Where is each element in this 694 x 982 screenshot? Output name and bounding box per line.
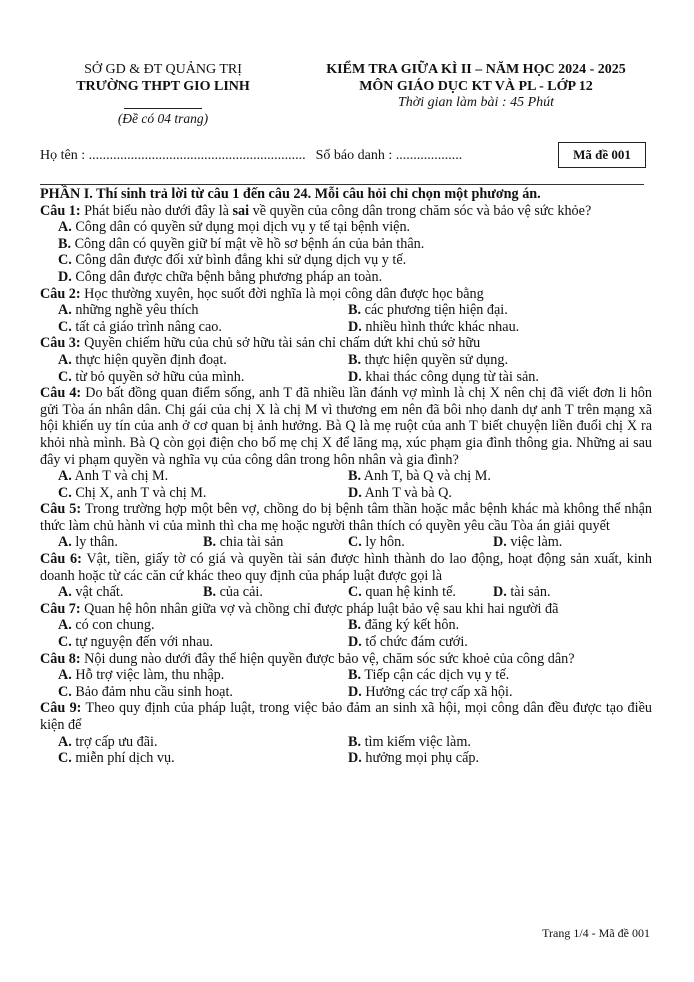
- question-text: Theo quy định của pháp luật, trong việc bảo đảm an sinh xã hội, mọi công dân đều được tạo điều kiện để: [40, 700, 652, 733]
- question-number: Câu 8:: [40, 650, 81, 667]
- question-text: Trong trường hợp một bên vợ, chồng do bị bệnh tâm thần hoặc mắc bệnh khác mà không thể nhận thức làm chủ hành vi của mình thì cha mẹ hoặc người thân thích có quyền yêu cầu Tòa án giải quyết: [40, 501, 652, 534]
- question-6: [40, 551, 652, 584]
- option-d: D. Anh T và bà Q.: [348, 484, 452, 501]
- option-c: C. từ bỏ quyền sở hữu của mình.: [58, 368, 245, 385]
- options-row: [58, 734, 652, 751]
- option-b: B. chia tài sản: [203, 534, 284, 551]
- question-number: Câu 9:: [40, 700, 82, 717]
- options-row: [58, 468, 652, 485]
- option-b: B. Anh T, bà Q và chị M.: [348, 468, 491, 485]
- options-row: [58, 302, 652, 319]
- exam-title: KIỂM TRA GIỮA KÌ II – NĂM HỌC 2024 - 2025: [326, 62, 626, 77]
- options-row: [58, 584, 652, 601]
- option-c: C. tự nguyện đến với nhau.: [58, 634, 214, 651]
- question-text: Quan hệ hôn nhân giữa vợ và chồng chỉ được pháp luật bảo vệ sau khi hai người đã: [84, 600, 559, 617]
- question-number: Câu 2:: [40, 285, 81, 302]
- option-d: D. Hưởng các trợ cấp xã hội.: [348, 683, 513, 700]
- question-9: [40, 700, 652, 733]
- question-7: [40, 601, 652, 618]
- question-1: [40, 203, 652, 220]
- question-number: Câu 7:: [40, 600, 81, 617]
- option-c: C. miễn phí dịch vụ.: [58, 750, 175, 767]
- header-divider: [124, 108, 202, 109]
- options-row: [58, 684, 652, 701]
- options-row: [58, 534, 652, 551]
- option-a: A. thực hiện quyền định đoạt.: [58, 351, 227, 368]
- option-d: D. nhiều hình thức khác nhau.: [348, 318, 520, 335]
- options-row: [58, 352, 652, 369]
- question-5: [40, 501, 652, 534]
- subject-title: MÔN GIÁO DỤC KT VÀ PL - LỚP 12: [359, 78, 593, 94]
- question-number: Câu 4:: [40, 385, 82, 402]
- options-row: [58, 369, 652, 386]
- option-b: B. các phương tiện hiện đại.: [348, 302, 508, 319]
- name-field: Họ tên : ..............................................................: [40, 148, 306, 163]
- page-footer: Trang 1/4 - Mã đề 001: [542, 926, 650, 940]
- question-text: về quyền của công dân trong chăm sóc và bảo vệ sức khỏe?: [249, 202, 592, 219]
- option-c: C. tất cả giáo trình nâng cao.: [58, 318, 222, 335]
- pages-note: (Đề có 04 trang): [117, 111, 209, 126]
- student-info: [40, 148, 462, 164]
- option-a: A. Hỗ trợ việc làm, thu nhập.: [58, 667, 225, 684]
- question-text: Quyền chiếm hữu của chủ sở hữu tài sản chỉ chấm dứt khi chủ sở hữu: [84, 335, 481, 352]
- options-row: [58, 617, 652, 634]
- question-text: Do bất đồng quan điểm sống, anh T đã nhiều lần đánh vợ mình là chị X nên chị đã viết đơn li hôn gửi Tòa án nhân dân. Chị gái của chị X là chị M vì thương em nên đã bôi nhọ danh dự anh T trên mạng xã hội khiến uy tín của anh ở cơ quan bị ảnh hưởng. Bà Q là mẹ ruột của anh T biết chuyện liền đuổi chị X ra khỏi nhà mình. Bà Q còn gọi điện cho bố mẹ chị X để lăng mạ, xúc phạm gia đình thông gia. Những ai sau đây vi phạm quyền và nghĩa vụ của công dân trong hôn nhân và gia đình?: [40, 385, 652, 468]
- department-name: SỞ GD & ĐT QUẢNG TRỊ: [84, 62, 242, 77]
- option-a: A. vật chất.: [58, 584, 124, 601]
- question-number: Câu 6:: [40, 551, 82, 568]
- header-separator: [40, 184, 644, 185]
- header-left: [50, 62, 276, 128]
- option-b: B. tìm kiếm việc làm.: [348, 733, 471, 750]
- question-4: [40, 385, 652, 468]
- option-b: B. thực hiện quyền sử dụng.: [348, 351, 509, 368]
- exam-content: [40, 186, 652, 767]
- option-a: A. có con chung.: [58, 617, 155, 634]
- option-d: D. khai thác công dụng từ tài sản.: [348, 368, 539, 385]
- option-c: C. Chị X, anh T và chị M.: [58, 484, 207, 501]
- options-row: [58, 485, 652, 502]
- option-b: B. của cải.: [203, 584, 263, 601]
- option-d: D. việc làm.: [493, 534, 563, 551]
- option-a: A. trợ cấp ưu đãi.: [58, 733, 158, 750]
- question-8: [40, 651, 652, 668]
- option-d: D. tài sản.: [493, 584, 551, 601]
- option-b: B. đăng ký kết hôn.: [348, 617, 460, 634]
- question-number: Câu 1:: [40, 202, 81, 219]
- question-number: Câu 3:: [40, 335, 81, 352]
- option-a: A. Công dân có quyền sử dụng mọi dịch vụ y tế tại bệnh viện.: [58, 219, 411, 236]
- school-name: TRƯỜNG THPT GIO LINH: [76, 78, 250, 94]
- question-2: [40, 286, 652, 303]
- question-text: Phát biểu nào dưới đây là: [84, 202, 233, 219]
- option-c: C. Công dân được đối xử bình đẳng khi sử dụng dịch vụ y tế.: [58, 252, 407, 269]
- option-b: B. Tiếp cận các dịch vụ y tế.: [348, 667, 510, 684]
- options-row: [58, 319, 652, 336]
- options-row: [58, 634, 652, 651]
- option-a: A. những nghề yêu thích: [58, 302, 199, 319]
- options-row: [58, 667, 652, 684]
- option-d: D. hưởng mọi phụ cấp.: [348, 750, 480, 767]
- question-text: Học thường xuyên, học suốt đời nghĩa là mọi công dân được học bằng: [84, 285, 484, 302]
- question-emphasis: sai: [232, 202, 250, 219]
- exam-code-box: Mã đề 001: [558, 142, 646, 168]
- option-d: D. tổ chức đám cưới.: [348, 634, 468, 651]
- exam-time: Thời gian làm bài : 45 Phút: [397, 95, 555, 110]
- question-text: Nội dung nào dưới đây thể hiện quyền được bảo vệ, chăm sóc sức khoẻ của công dân?: [84, 650, 575, 667]
- id-field: Số báo danh : ...................: [315, 148, 463, 163]
- option-c: C. Bảo đảm nhu cầu sinh hoạt.: [58, 683, 233, 700]
- option-c: C. ly hôn.: [348, 534, 405, 551]
- question-text: Vật, tiền, giấy tờ có giá và quyền tài sản được hình thành do lao động, hoạt động sản xuất, kinh doanh hoặc từ các căn cứ khác theo quy định của pháp luật được gọi là: [40, 551, 652, 584]
- question-3: [40, 335, 652, 352]
- header-right: [286, 62, 666, 112]
- option-c: C. quan hệ kinh tế.: [348, 584, 456, 601]
- option-a: A. Anh T và chị M.: [58, 468, 169, 485]
- part-title: PHẦN I. Thí sinh trả lời từ câu 1 đến câu 24. Mỗi câu hỏi chỉ chọn một phương án.: [40, 186, 541, 202]
- option-d: D. Công dân được chữa bệnh bằng phương pháp an toàn.: [58, 268, 383, 285]
- options-row: [58, 750, 652, 767]
- option-b: B. Công dân có quyền giữ bí mật về hồ sơ bệnh án của bản thân.: [58, 235, 425, 252]
- option-a: A. ly thân.: [58, 534, 118, 551]
- question-number: Câu 5:: [40, 501, 82, 518]
